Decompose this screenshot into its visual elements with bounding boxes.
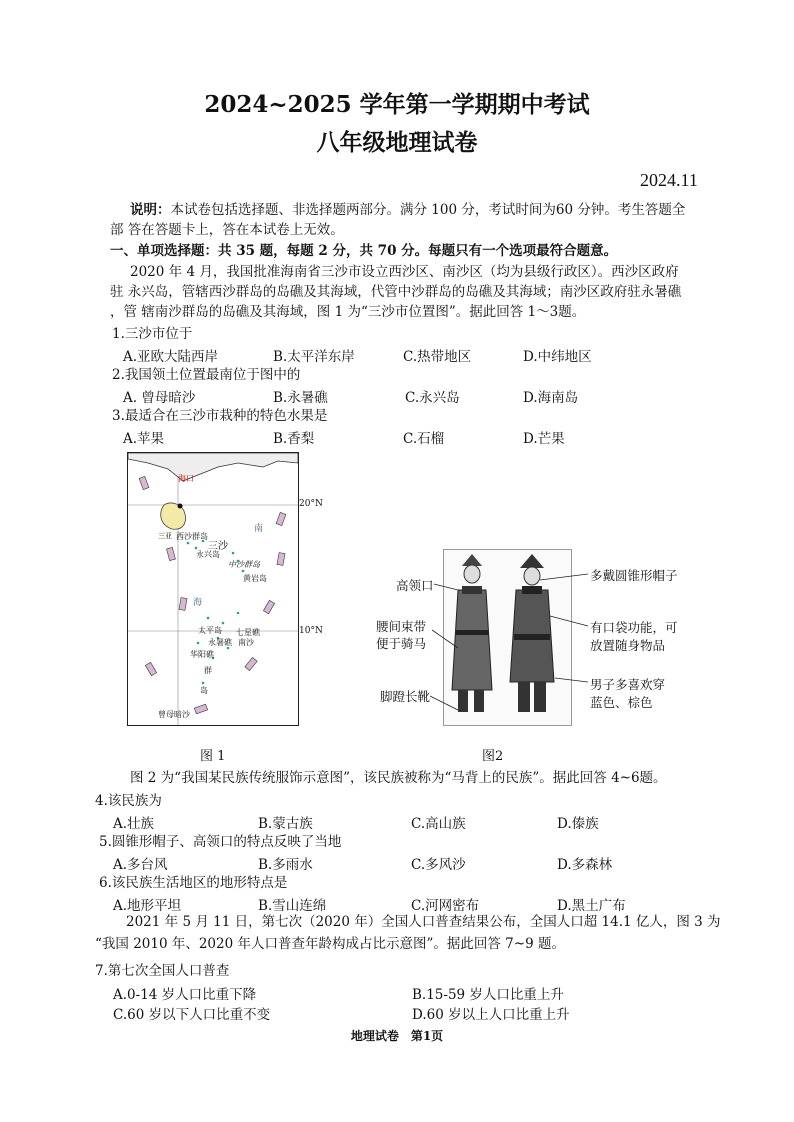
q3-option-d[interactable]: D.芒果 — [523, 431, 565, 447]
map-drawing — [128, 453, 298, 725]
intro2: 图 2 为“我国某民族传统服饰示意图”，该民族被称为“马背上的民族”。据此回答 4~6题。 — [130, 770, 667, 786]
map-haikou-label: 海口 — [178, 474, 194, 483]
q2-option-c[interactable]: C.永兴岛 — [405, 390, 460, 406]
intro1-line1: 2020 年 4 月，我国批准海南省三沙市设立西沙区、南沙区（均为县级行政区）。西沙区政府 — [130, 264, 679, 280]
instructions-line1: 说明：本试卷包括选择题、非选择题两部分。满分 100 分，考试时间为60 分钟。考生答题全 — [130, 202, 686, 218]
instructions-line2: 部 答在答题卡上，答在本试卷上无效。 — [110, 222, 344, 238]
callout-belt-1: 腰间束带 — [376, 619, 427, 634]
q6-option-a[interactable]: A.地形平坦 — [113, 898, 182, 914]
question-6-stem: 6.该民族生活地区的地形特点是 — [99, 875, 288, 891]
q2-option-a[interactable]: A. 曾母暗沙 — [123, 390, 196, 406]
q2-option-b[interactable]: B.永暑礁 — [273, 390, 328, 406]
exam-subtitle: 八年级地理试卷 — [316, 129, 478, 156]
map-huayang-label: 华阳礁 — [190, 650, 214, 659]
map-dao-label: 岛 — [200, 686, 208, 695]
callout-color-2: 蓝色、棕色 — [590, 695, 653, 710]
callout-color-1: 男子多喜欢穿 — [590, 677, 666, 692]
question-5-stem: 5.圆锥形帽子、高领口的特点反映了当地 — [99, 834, 342, 850]
q4-option-c[interactable]: C.高山族 — [411, 816, 466, 832]
map-zhongsha-label: 中沙群岛 — [228, 560, 260, 569]
figure2-caption: 图2 — [482, 749, 504, 764]
q1-option-a[interactable]: A.亚欧大陆西岸 — [123, 349, 219, 365]
sansha-map — [127, 452, 299, 726]
callout-pocket-2: 放置随身物品 — [590, 638, 666, 653]
q4-option-d[interactable]: D.傣族 — [557, 816, 599, 832]
map-sanya-label: 三亚 — [158, 532, 172, 540]
map-qiqi-label: 七星礁 — [236, 628, 260, 637]
q7-option-d[interactable]: D.60 岁以上人口比重上升 — [412, 1007, 570, 1023]
q3-option-a[interactable]: A.苹果 — [123, 431, 165, 447]
q3-option-c[interactable]: C.石榴 — [403, 431, 445, 447]
intro1-line3: ，管 辖南沙群岛的岛礁及其海域，图 1 为“三沙市位置图”。据此回答 1～3题。 — [110, 304, 586, 320]
map-sansha-label: 三沙 — [208, 541, 228, 552]
intro1-line2: 驻 永兴岛，管辖西沙群岛的岛礁及其海域，代管中沙群岛的岛礁及其海域；南沙区政府驻永暑礁 — [110, 284, 682, 300]
map-nansha-label: 南沙 — [238, 638, 254, 647]
q7-option-b[interactable]: B.15-59 岁人口比重上升 — [412, 987, 564, 1003]
map-yongxing-label: 永兴岛 — [196, 550, 220, 559]
q5-option-a[interactable]: A.多台风 — [113, 857, 168, 873]
map-nan-label: 南 — [254, 524, 264, 534]
callout-collar: 高领口 — [396, 578, 434, 593]
question-2-stem: 2.我国领土位置最南位于图中的 — [112, 367, 301, 383]
instructions-label: 说明： — [130, 202, 171, 218]
map-lat10-label: 10°N — [299, 626, 323, 636]
question-7-stem: 7.第七次全国人口普查 — [95, 963, 230, 979]
callout-pocket-1: 有口袋功能，可 — [590, 620, 678, 635]
map-qundao-label: 群 — [204, 666, 212, 675]
q7-option-a[interactable]: A.0-14 岁人口比重下降 — [113, 987, 257, 1003]
q4-option-a[interactable]: A.壮族 — [113, 816, 155, 832]
q1-option-d[interactable]: D.中纬地区 — [523, 349, 592, 365]
page-footer: 地理试卷 第1页 — [350, 1029, 444, 1043]
q1-option-b[interactable]: B.太平洋东岸 — [273, 349, 355, 365]
q5-option-c[interactable]: C.多风沙 — [411, 857, 466, 873]
section-heading: 一、单项选择题：共 35 题，每题 2 分，共 70 分。每题只有一个选项最符合题意。 — [110, 243, 618, 259]
map-lat20-label: 20°N — [299, 499, 323, 509]
map-yongshu-label: 永暑礁 — [208, 638, 232, 647]
callout-leaders — [370, 540, 600, 720]
question-1-stem: 1.三沙市位于 — [112, 326, 193, 342]
map-huangyan-label: 黄岩岛 — [243, 574, 267, 583]
callout-boots: 脚蹬长靴 — [380, 689, 431, 704]
callout-hat: 多戴圆锥形帽子 — [590, 568, 678, 583]
question-4-stem: 4.该民族为 — [95, 793, 162, 809]
q3-option-b[interactable]: B.香梨 — [273, 431, 315, 447]
intro3-line1: 2021 年 5 月 11 日，第七次（2020 年）全国人口普查结果公布，全国人口超 14.1 亿人，图 3 为 — [126, 914, 721, 930]
q5-option-b[interactable]: B.多雨水 — [258, 857, 313, 873]
q6-option-b[interactable]: B.雪山连绵 — [258, 898, 327, 914]
intro3-line2: “我国 2010 年、2020 年人口普查年龄构成占比示意图”。据此回答 7~9 题。 — [95, 936, 565, 952]
map-zengmu-label: 曾母暗沙 — [158, 710, 190, 719]
q5-option-d[interactable]: D.多森林 — [557, 857, 613, 873]
q4-option-b[interactable]: B.蒙古族 — [258, 816, 313, 832]
exam-title: 2024~2025 学年第一学期期中考试 — [204, 91, 590, 118]
question-3-stem: 3.最适合在三沙市栽种的特色水果是 — [112, 408, 328, 424]
map-xisha-label: 西沙群岛 — [176, 532, 208, 541]
map-taiping-label: 太平岛 — [198, 626, 222, 635]
q7-option-c[interactable]: C.60 岁以下人口比重不变 — [113, 1007, 271, 1023]
map-hai-label: 海 — [193, 598, 203, 608]
callout-belt-2: 便于骑马 — [376, 636, 427, 651]
figure1-caption: 图 1 — [200, 749, 226, 764]
q6-option-c[interactable]: C.河网密布 — [411, 898, 480, 914]
exam-date: 2024.11 — [640, 170, 698, 190]
q2-option-d[interactable]: D.海南岛 — [523, 390, 579, 406]
q1-option-c[interactable]: C.热带地区 — [403, 349, 472, 365]
q6-option-d[interactable]: D.黑土广布 — [557, 898, 626, 914]
